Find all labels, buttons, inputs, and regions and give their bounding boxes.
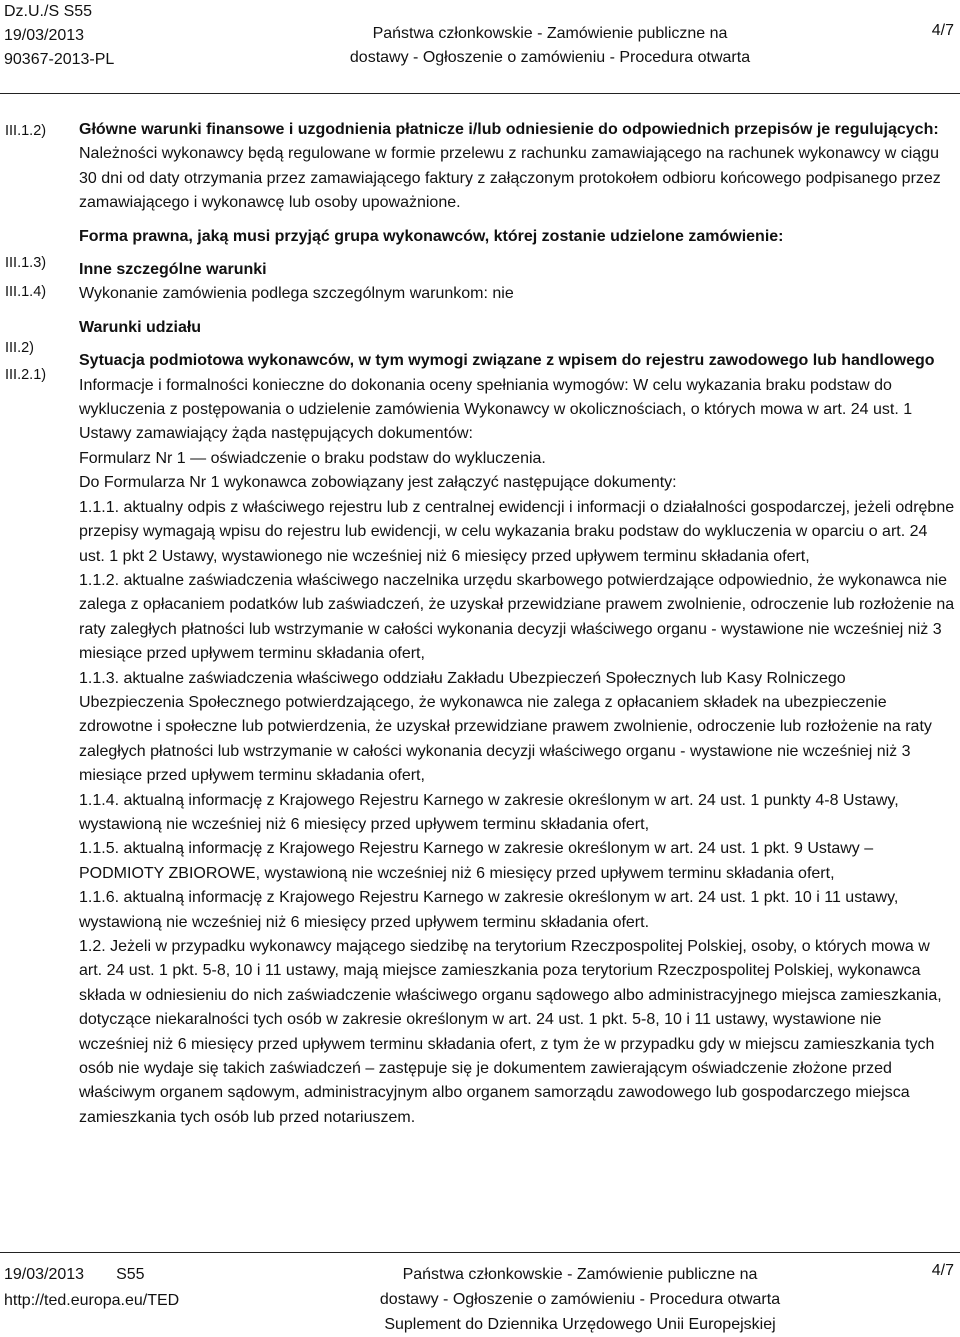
footer-title-line2: dostawy - Ogłoszenie o zamówieniu - Procedura otwarta — [379, 1291, 781, 1308]
paragraph: 1.1.2. aktualne zaświadczenia właściwego naczelnika urzędu skarbowego potwierdzające odpowiednio, że wykonawca nie zalega z opłacaniem podatków lub zaświadczeń, że uzyskał przewidziane prawem zwolnienie, odroczenie lub rozłożenie na raty zaległych płatności lub wstrzymanie w całości wykonania decyzji właściwego organu - wystawione nie wcześniej niż 3 miesiące przed upływem terminu składania ofert, — [79, 571, 955, 663]
paragraph: 1.1.5. aktualną informację z Krajowego Rejestru Karnego w zakresie określonym w art. 24 ust. 1 pkt. 9 Ustawy – PODMIOTY ZBIOROWE, wystawioną nie wcześniej niż 6 miesięcy przed upływem terminu składania ofert, — [79, 840, 874, 882]
paragraph: Informacje i formalności konieczne do dokonania oceny spełniania wymogów: W celu wykazania braku podstaw do wykluczenia z postępowania o udzielenie zamówienia Wykonawcy w okolicznościach, o których mowa w art. 24 ust. 1 Ustawy zamawiający żąda następujących dokumentów: — [79, 376, 913, 443]
section-label: III.1.3) — [5, 255, 47, 271]
paragraph: 1.2. Jeżeli w przypadku wykonawcy mającego siedzibę na terytorium Rzeczpospolitej Polskiej, osoby, o których mowa w art. 24 ust. 1 pkt. 5-8, 10 i 11 ustawy, mają miejsce zamieszkania poza terytorium Rzeczpospolitej Polskiej, wykonawca składa w odniesieniu do nich zaświadczenie właściwego organu sądowego albo administracyjnego miejsca zamieszkania, dotyczące niekaralności tych osób w zakresie określonym w art. 24 ust. 1 pkt. 5-8, 10 i 11 ustawy, wystawione nie wcześniej niż 6 miesięcy przed upływem terminu składania ofert, z tym że w przypadku gdy w miejscu zamieszkania tych osób nie wydaje się takich zaświadczeń – zastępuje się je dokumentem zawierającym oświadczenie złożone przed właściwym organem sądowym, administracyjnym albo organem samorządu zawodowego lub gospodarczego miejsca zamieszkania tych osób lub przed notariuszem. — [79, 938, 942, 1126]
paragraph: 1.1.4. aktualną informację z Krajowego Rejestru Karnego w zakresie określonym w art. 24 ust. 1 punkty 4-8 Ustawy, wystawioną nie wcześniej niż 6 miesięcy przed upływem terminu składania ofert, — [79, 791, 899, 833]
section-heading: Forma prawna, jaką musi przyjąć grupa wykonawców, której zostanie udzielone zamówienie: — [79, 227, 784, 245]
footer-left — [4, 1262, 179, 1314]
section-heading: Główne warunki finansowe i uzgodnienia płatnicze i/lub odniesienie do odpowiednich przepisów je regulujących: — [79, 121, 939, 138]
journal-ref: Dz.U./S S55 — [4, 3, 93, 20]
paragraph: Do Formularza Nr 1 wykonawca zobowiązany jest załączyć następujące dokumenty: — [79, 474, 677, 492]
footer-supplement: Suplement do Dziennika Urzędowego Unii Europejskiej — [384, 1316, 776, 1333]
footer-series: S55 — [116, 1266, 145, 1283]
paragraph: 1.1.3. aktualne zaświadczenia właściwego oddziału Zakładu Ubezpieczeń Społecznych lub Kasy Rolniczego Ubezpieczenia Społecznego potwierdzającego, że wykonawca nie zalega z opłacaniem składek na ubezpieczenie zdrowotne i społeczne lub potwierdzenia, że uzyskał przewidziane prawem zwolnienie, odroczenie lub rozłożenie na raty zaległych płatności lub wstrzymanie w całości wykonania decyzji właściwego organu - wystawione nie wcześniej niż 3 miesiące przed upływem terminu składania ofert, — [79, 669, 932, 785]
section-body: Należności wykonawcy będą regulowane w formie przelewu z rachunku zamawiającego na rachunek wykonawcy w ciągu 30 dni od daty otrzymania przez zamawiającego faktury z załączonym protokołem odbioru końcowego podpisanego przez zamawiającego i wykonawcę lub osoby upoważnione. — [79, 145, 941, 212]
header-title-line1: Państwa członkowskie - Zamówienie publiczne na — [372, 25, 728, 42]
footer-url[interactable]: http://ted.europa.eu/TED — [4, 1292, 180, 1309]
section-label: III.2) — [5, 340, 35, 356]
section-label: III.2.1) — [5, 367, 47, 383]
footer-page-number: 4/7 — [931, 1262, 954, 1279]
paragraph: Formularz Nr 1 — oświadczenie o braku podstaw do wykluczenia. — [79, 449, 546, 467]
footer-divider — [0, 1252, 960, 1253]
header-divider — [0, 93, 960, 94]
header-page-number: 4/7 — [931, 22, 954, 39]
footer-date: 19/03/2013 — [4, 1266, 85, 1283]
footer-title — [300, 1262, 860, 1337]
header-title — [300, 22, 800, 70]
paragraph: 1.1.6. aktualną informację z Krajowego Rejestru Karnego w zakresie określonym w art. 24 ust. 1 pkt. 10 i 11 ustawy, wystawioną nie wcześniej niż 6 miesięcy przed upływem terminu składania ofert. — [79, 889, 899, 931]
section-heading: Warunki udziału — [79, 318, 202, 336]
notice-id: 90367-2013-PL — [4, 51, 115, 68]
main-content — [79, 118, 955, 1130]
section-body: Wykonanie zamówienia podlega szczególnym warunkom: nie — [79, 285, 514, 303]
section-heading: Inne szczególne warunki — [79, 261, 267, 279]
section-heading: Sytuacja podmiotowa wykonawców, w tym wymogi związane z wpisem do rejestru zawodowego lub handlowego — [79, 352, 935, 370]
header-date: 19/03/2013 — [4, 27, 85, 44]
header-title-line2: dostawy - Ogłoszenie o zamówieniu - Procedura otwarta — [349, 49, 751, 66]
section-label: III.1.2) — [5, 123, 47, 139]
section-label: III.1.4) — [5, 284, 47, 300]
footer-title-line1: Państwa członkowskie - Zamówienie publiczne na — [402, 1266, 758, 1283]
paragraph: 1.1.1. aktualny odpis z właściwego rejestru lub z centralnej ewidencji i informacji o działalności gospodarczej, jeżeli odrębne przepisy wymagają wpisu do rejestru lub ewidencji, w celu wykazania braku podstaw do wykluczenia w oparciu o art. 24 ust. 1 pkt 2 Ustawy, wystawionego nie wcześniej niż 6 miesięcy przed upływem terminu składania ofert, — [79, 498, 955, 565]
header-left — [4, 0, 114, 72]
